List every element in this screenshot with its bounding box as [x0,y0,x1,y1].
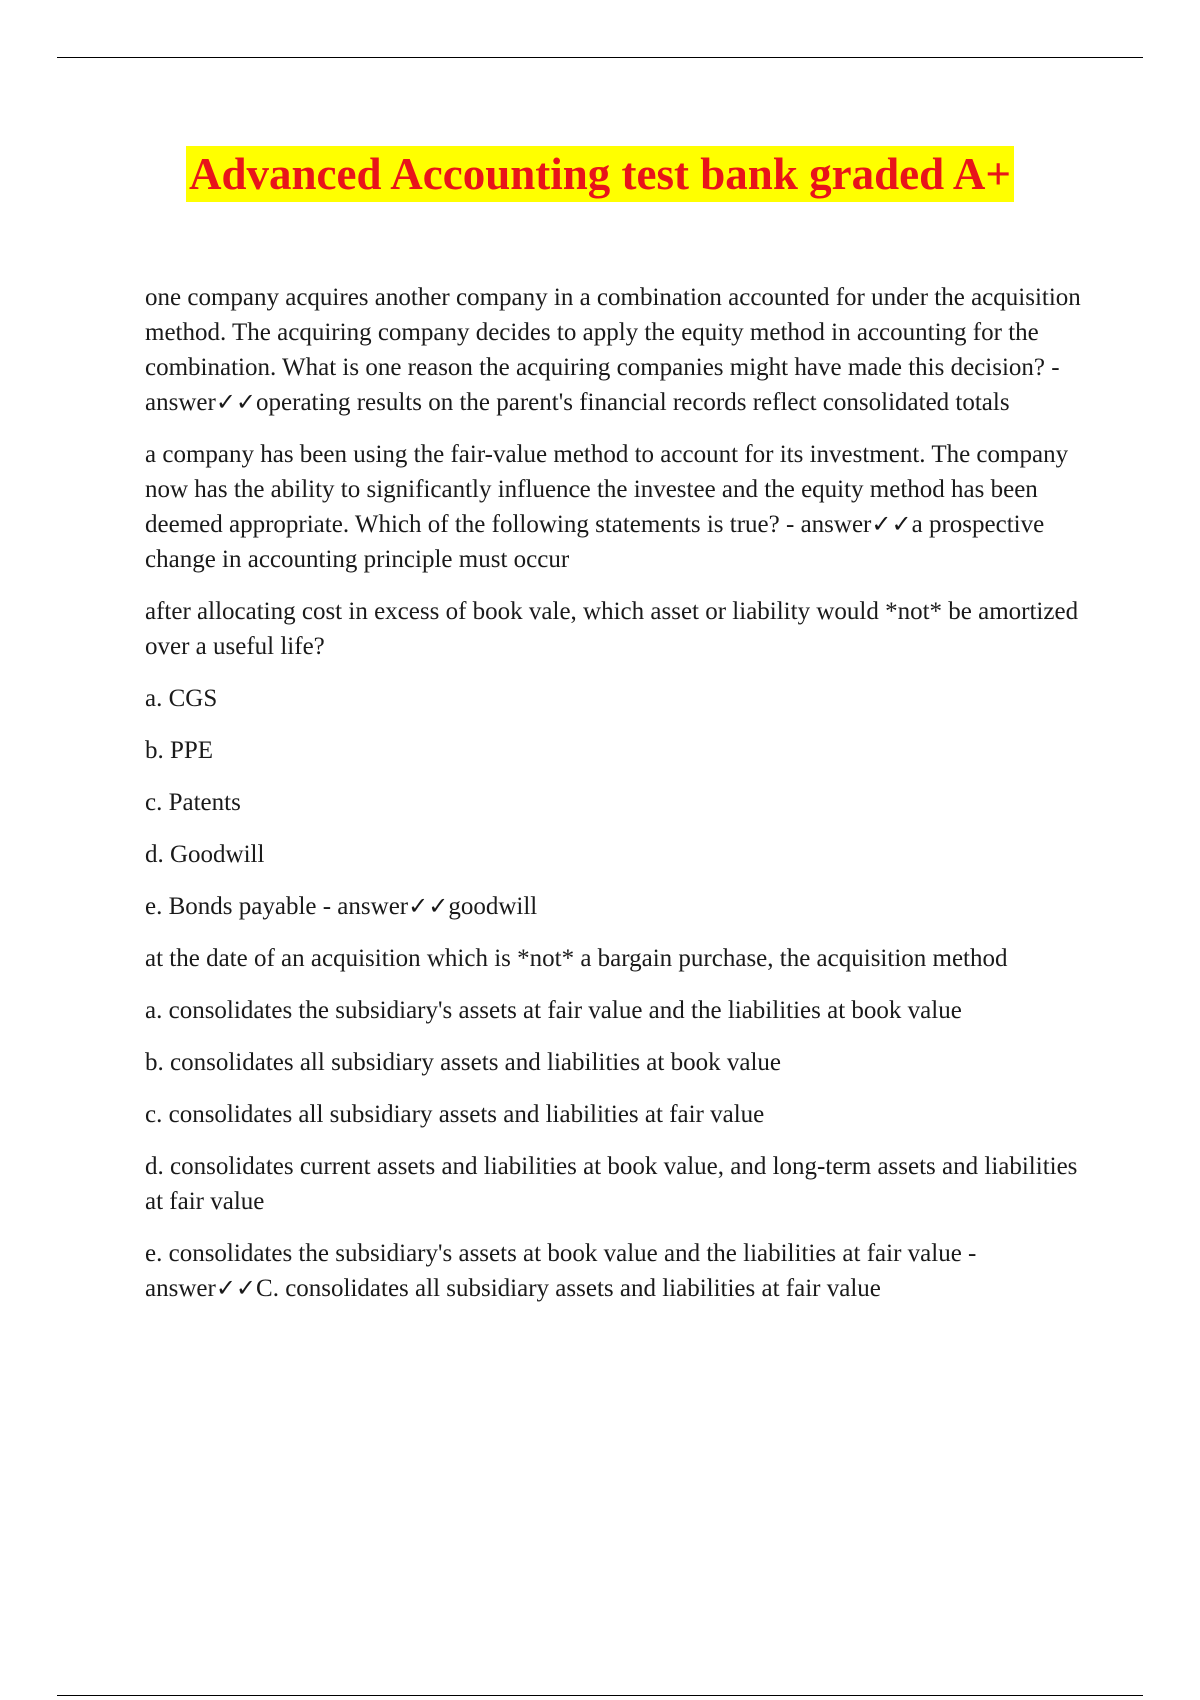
check-mark-icon: ✓✓ [215,388,257,416]
question-1-answer: operating results on the parent's financial records reflect consolidated totals [256,389,1010,416]
question-4-option-d: d. consolidates current assets and liabilities at book value, and long-term assets and liabilities at fair value [145,1153,1078,1215]
check-mark-icon: ✓✓ [871,510,912,538]
question-1-text: one company acquires another company in a combination accounted for under the acquisition method. The acquiring company decides to apply the equity method in accounting for the combination. What is one reason the acquiring companies might have made this decision? - answer [145,284,1081,416]
check-mark-icon: ✓✓ [215,1274,257,1302]
question-3-option-b: b. PPE [145,737,214,764]
document-body [145,280,1095,1323]
document-title: Advanced Accounting test bank graded A+ [186,146,1014,202]
question-3-option-e-text: e. Bonds payable - answer [145,893,409,920]
question-2 [145,437,1095,577]
question-3-option-d: d. Goodwill [145,841,265,868]
question-2-text: a company has been using the fair-value method to account for its investment. The company now has the ability to significantly influence the investee and the equity method has been deemed appropriate. Which of the following statements is true? - answer [145,441,1069,538]
header-rule [57,57,1143,58]
question-3-option-e [145,889,1095,924]
title-container [0,146,1200,202]
question-2-answer: a prospective change in accounting principle must occur [145,511,1045,573]
question-4-option-c: c. consolidates all subsidiary assets and liabilities at fair value [145,1101,765,1128]
question-1 [145,280,1095,420]
question-4-answer: C. consolidates all subsidiary assets and liabilities at fair value [256,1275,881,1302]
question-4-option-e [145,1236,1095,1306]
question-4-option-e-text: e. consolidates the subsidiary's assets at book value and the liabilities at fair value - answer [145,1240,977,1302]
question-4-text: at the date of an acquisition which is *not* a bargain purchase, the acquisition method [145,945,1008,972]
question-3-answer: goodwill [448,893,538,920]
question-3-text: after allocating cost in excess of book vale, which asset or liability would *not* be amortized over a useful life? [145,598,1079,660]
footer-rule [57,1695,1143,1696]
question-4-option-b: b. consolidates all subsidiary assets and liabilities at book value [145,1049,781,1076]
check-mark-icon: ✓✓ [408,892,449,920]
question-3-option-c: c. Patents [145,789,241,816]
question-4-option-a: a. consolidates the subsidiary's assets at fair value and the liabilities at book value [145,997,962,1024]
question-3-option-a: a. CGS [145,685,218,712]
